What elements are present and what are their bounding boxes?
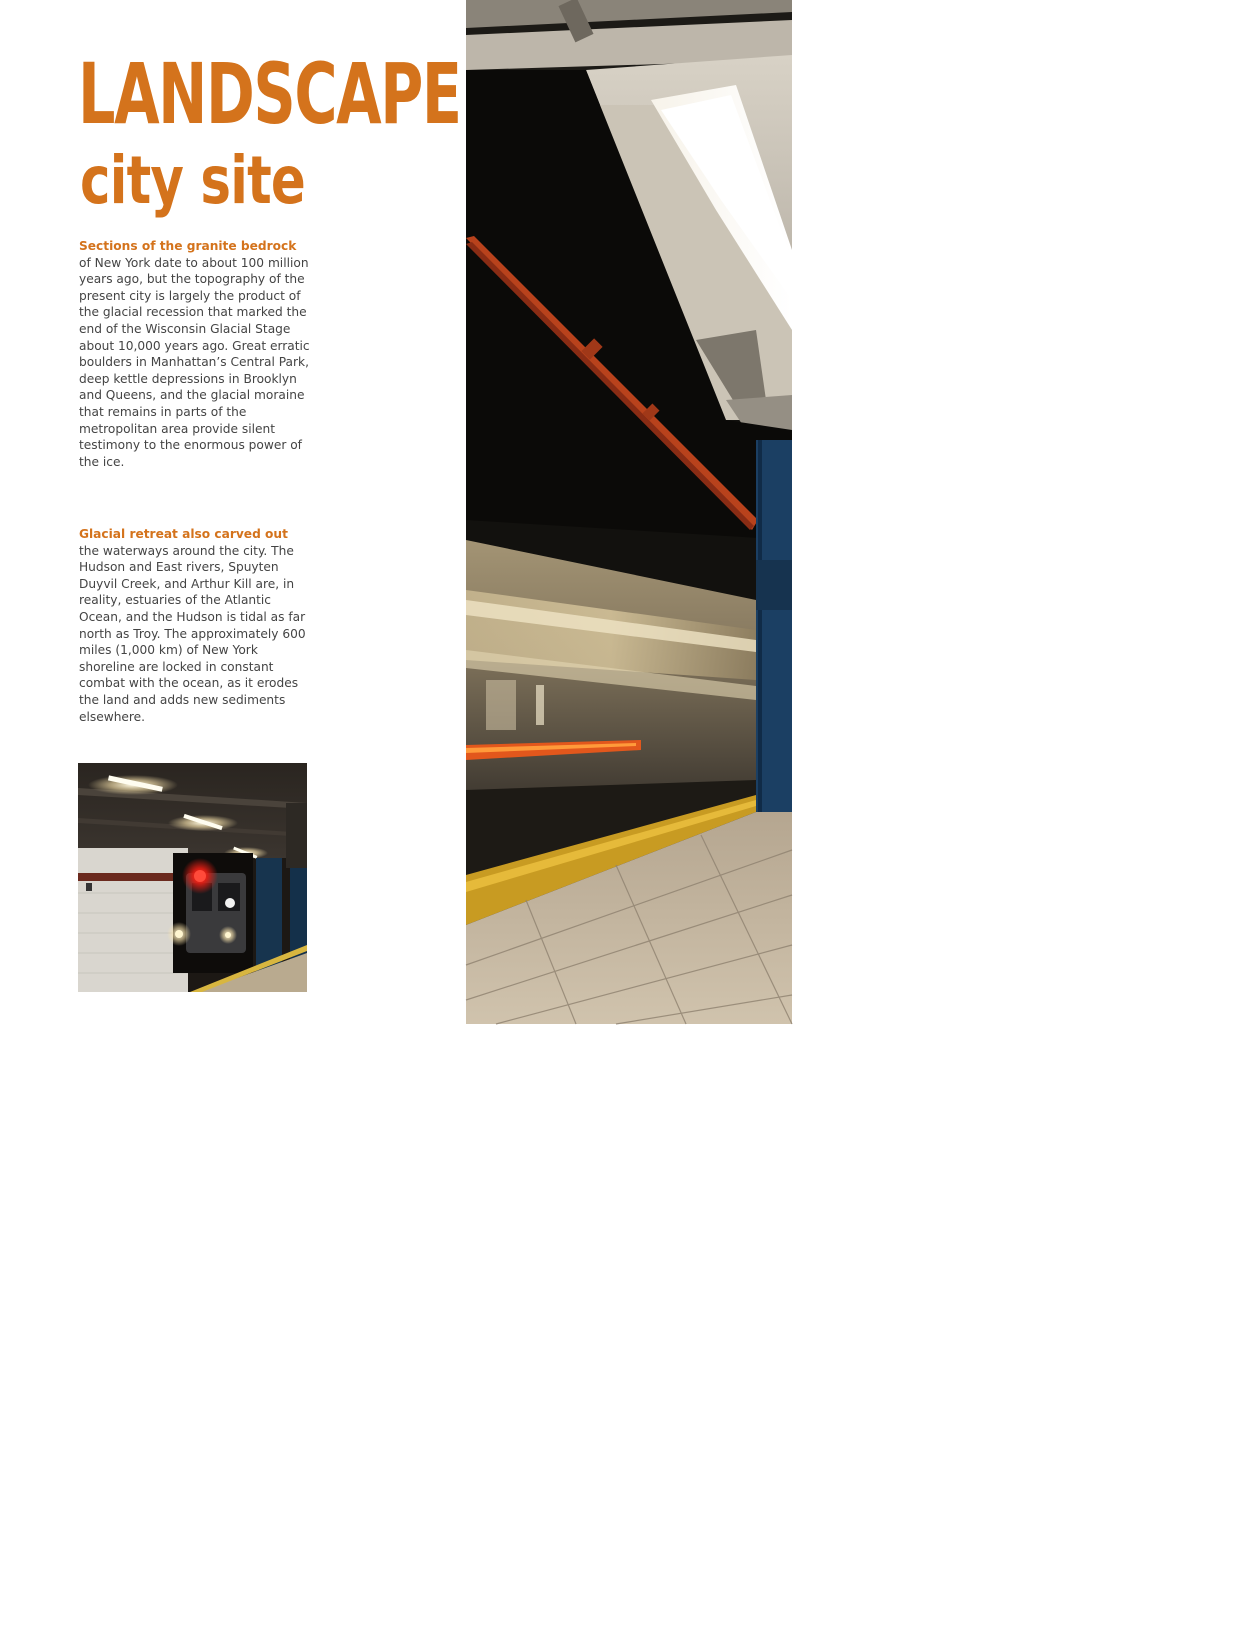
small-sign-number: 42 <box>331 1623 344 1633</box>
page-subtitle: city site <box>80 142 306 219</box>
paragraph-body: of New York date to about 100 million years ago, but the topography of the present city is largely the product of the glacial recession that marked the end of the Wisconsin Glacial Stage about 10,000 years ago. Great erratic boulders in Manhattan’s Central Park, deep kettle depressions in Brooklyn and Queens, and the glacial moraine that remains in parts of the metropolitan area provide silent testimony to the enormous power of the ice. <box>79 255 310 469</box>
station-sign <box>1223 564 1260 598</box>
station-sign-number: 23 <box>1223 563 1250 585</box>
station-sign-word: Stree <box>1223 584 1260 598</box>
paragraph-glacial-retreat <box>79 526 311 725</box>
small-station-sign <box>331 1623 349 1639</box>
subway-platform-illustration <box>466 0 792 1024</box>
paragraph-lead: Glacial retreat also carved out <box>79 527 288 541</box>
page-title: LANDSCAPE <box>78 45 461 143</box>
subway-train-illustration <box>78 763 307 992</box>
paragraph-bedrock <box>79 238 311 470</box>
paragraph-lead: Sections of the granite bedrock <box>79 239 297 253</box>
text-column <box>0 0 466 1639</box>
paragraph-body: the waterways around the city. The Hudson and East rivers, Spuyten Duyvil Creek, and Arthur Kill are, in reality, estuaries of the Atlantic Ocean, and the Hudson is tidal as far north as Troy. The approximately 600 miles (1,000 km) of New York shoreline are locked in constant combat with the ocean, as it erodes the land and adds new sediments elsewhere. <box>79 543 306 724</box>
subway-platform-photo <box>466 0 1260 1024</box>
small-sign-word: Street <box>331 1633 349 1639</box>
subway-train-photo <box>78 763 349 1639</box>
